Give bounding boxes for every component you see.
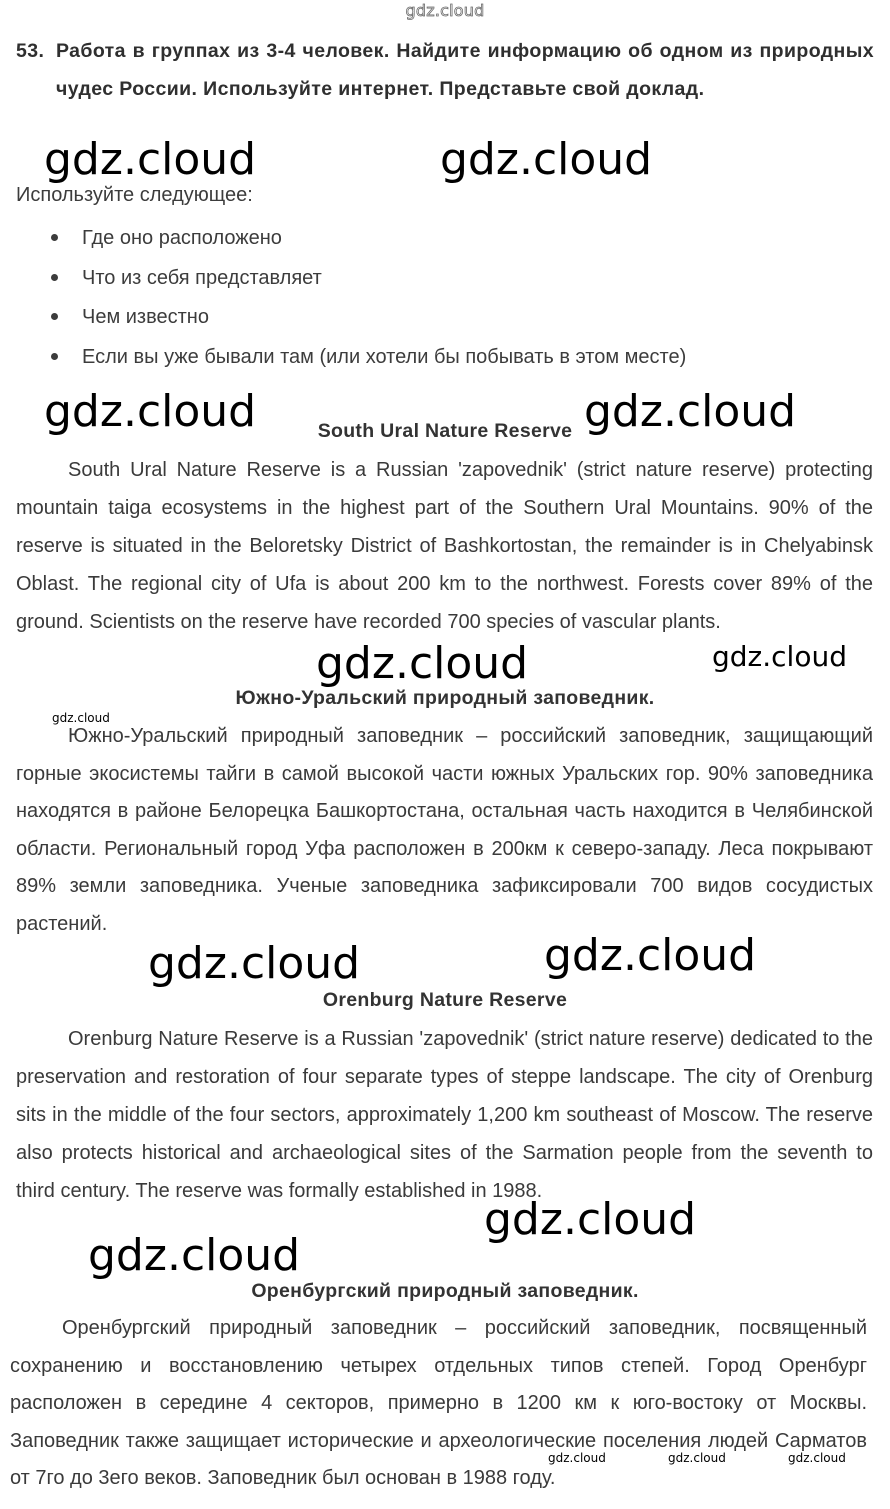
section-title-south-ural-ru: Южно-Уральский природный заповедник. [235, 687, 655, 709]
intro-text: Используйте следующее: [16, 184, 253, 206]
section-text-south-ural-en: South Ural Nature Reserve is a Russian 'zapovednik' (strict nature reserve) protecting mountain taiga ecosystems in the highest part of the Southern Ural Mountains. 90% of the reserve is situated in the Beloretsky District of Bashkortostan, the remainder is in Chelyabinsk Oblast. The regional city of Ufa is about 200 km to the northwest. Forests cover 89% of the ground. Scientists on the reserve have recorded 700 species of vascular plants. [16, 459, 873, 633]
bullet-dot-icon [51, 274, 58, 281]
watermark: gdz.cloud [712, 640, 847, 673]
task-heading [16, 32, 874, 108]
section-title-south-ural-en: South Ural Nature Reserve [317, 420, 573, 442]
list-item: Если вы уже бывали там (или хотели бы побывать в этом месте) [0, 339, 686, 379]
watermark: gdz.cloud [44, 134, 257, 185]
watermark: gdz.cloud [548, 1451, 606, 1465]
bullet-dot-icon [51, 234, 58, 241]
watermark: gdz.cloud [44, 386, 257, 437]
watermark: gdz.cloud [316, 638, 529, 689]
watermark: gdz.cloud [148, 938, 361, 989]
task-text: Работа в группах из 3-4 человек. Найдите информацию об одном из природных чудес России. Используйте интернет. Представьте свой доклад. [56, 40, 874, 100]
watermark: gdz.cloud [484, 1194, 697, 1245]
section-text-orenburg-ru: Оренбургский природный заповедник – российский заповедник, посвященный сохранению и восстановлению четырех отдельных типов степей. Город Оренбург расположен в середине 4 секторов, примерно в 1200 км к юго-востоку от Москвы. Заповедник также защищает исторические и археологические поселения людей Сарматов от 7го до 3его веков. Заповедник был основан в 1988 году. [10, 1317, 867, 1490]
bullet-list [0, 220, 686, 378]
watermark: gdz.cloud [788, 1451, 846, 1465]
bullet-dot-icon [51, 353, 58, 360]
watermark: gdz.cloud [88, 1230, 301, 1281]
section-text-orenburg-en: Orenburg Nature Reserve is a Russian 'zapovednik' (strict nature reserve) dedicated to the preservation and restoration of four separate types of steppe landscape. The city of Orenburg sits in the middle of the four sectors, approximately 1,200 km southeast of Moscow. The reserve also protects historical and archaeological sites of the Sarmation people from the seventh to third century. The reserve was formally established in 1988. [16, 1028, 873, 1202]
watermark: gdz.cloud [584, 386, 797, 437]
watermark: gdz.cloud [544, 930, 757, 981]
watermark: gdz.cloud [668, 1451, 726, 1465]
section-text-south-ural-ru: Южно-Уральский природный заповедник – российский заповедник, защищающий горные экосистемы тайги в самой высокой части южных Уральских гор. 90% заповедника находятся в районе Белорецка Башкортостана, остальная часть находится в Челябинской области. Региональный город Уфа расположен в 200км к северо-западу. Леса покрывают 89% земли заповедника. Ученые заповедника зафиксировали 700 видов сосудистых растений. [16, 725, 873, 935]
section-title-orenburg-en: Orenburg Nature Reserve [322, 989, 568, 1011]
task-number: 53. [16, 40, 45, 62]
list-item: Чем известно [0, 299, 686, 339]
list-item: Что из себя представляет [0, 260, 686, 300]
watermark: gdz.cloud [440, 134, 653, 185]
watermark: gdz.cloud [52, 711, 110, 725]
section-title-orenburg-ru: Оренбургский природный заповедник. [251, 1280, 639, 1302]
list-item: Где оно расположено [0, 220, 686, 260]
bullet-dot-icon [51, 313, 58, 320]
header-watermark: gdz.cloud [405, 1, 485, 20]
